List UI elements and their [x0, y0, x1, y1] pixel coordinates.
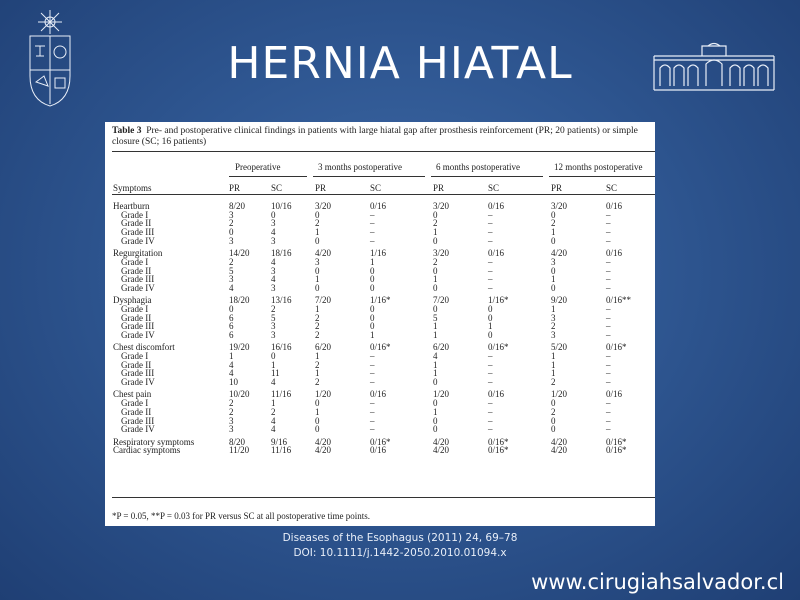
row-label: Heartburn	[113, 201, 150, 211]
table-cell: 4	[229, 282, 234, 293]
table-cell: –	[606, 282, 611, 293]
table-cell: 0	[488, 330, 493, 341]
table-cell: 0	[433, 303, 438, 314]
table-cell: 0	[488, 303, 493, 314]
table-cell: 13/16	[271, 295, 292, 306]
table-cell: 1	[551, 351, 556, 362]
table-cell: 0/16*	[488, 436, 509, 447]
table-cell: 2	[229, 398, 234, 409]
column-subheader: PR	[229, 183, 241, 193]
table-cell: 7/20	[433, 295, 450, 306]
table-cell: 11/16	[271, 389, 292, 400]
table-cell: 1	[370, 330, 375, 341]
table-cell: 4/20	[551, 248, 568, 259]
table-cell: 1	[315, 406, 320, 417]
table-cell: 0	[551, 415, 556, 426]
table-cell: –	[606, 351, 611, 362]
table-cell: 0	[315, 235, 320, 246]
row-label: Grade I	[121, 209, 149, 220]
table-cell: 1	[488, 321, 493, 332]
group-rule	[229, 176, 307, 177]
table-cell: 0/16*	[488, 445, 509, 456]
row-label: Chest pain	[113, 389, 152, 400]
table-cell: –	[488, 415, 493, 426]
table-cell: 0	[370, 282, 375, 293]
table-cell: 1	[370, 256, 375, 267]
table-cell: 3	[551, 330, 556, 341]
table-cell: 4/20	[315, 248, 332, 259]
table-cell: –	[488, 359, 493, 370]
row-label: Grade IV	[121, 330, 155, 341]
row-label: Grade III	[121, 274, 155, 285]
table-cell: 3	[271, 265, 276, 276]
table-cell: 0	[433, 377, 438, 388]
row-label: Grade II	[121, 406, 152, 417]
symptoms-header: Symptoms	[113, 183, 152, 193]
table-cell: –	[370, 398, 375, 409]
row-label: Grade I	[121, 256, 149, 267]
table-cell: 0/16	[488, 389, 505, 400]
table-cell: 4/20	[433, 445, 450, 456]
row-label: Grade III	[121, 227, 155, 238]
table-cell: 2	[551, 218, 556, 229]
table-cell: 3	[271, 282, 276, 293]
table-cell: –	[606, 424, 611, 435]
table-cell: –	[370, 227, 375, 238]
table-cell: –	[488, 368, 493, 379]
table-cell: –	[370, 415, 375, 426]
row-label: Grade I	[121, 351, 149, 362]
table-cell: –	[488, 265, 493, 276]
column-subheader: SC	[488, 183, 500, 193]
table-cell: 1	[551, 303, 556, 314]
row-label: Grade III	[121, 321, 155, 332]
table-cell: 2	[229, 256, 234, 267]
table-cell: 3/20	[315, 201, 332, 211]
table-cell: 1	[433, 406, 438, 417]
table-cell: 1/16*	[370, 295, 391, 306]
table-cell: 4	[271, 377, 276, 388]
slide-title: HERNIA HIATAL	[227, 38, 573, 89]
table-cell: –	[370, 359, 375, 370]
table-cell: 0/16	[370, 389, 387, 400]
table-cell: 0	[488, 312, 493, 323]
table-cell: 2	[433, 218, 438, 229]
table-cell: 1/20	[551, 389, 568, 400]
table-cell: –	[606, 377, 611, 388]
table-panel	[105, 122, 655, 526]
table-cell: 6/20	[315, 342, 332, 353]
table-cell: 1/16	[370, 248, 387, 259]
table-cell: 1/20	[433, 389, 450, 400]
table-cell: –	[606, 303, 611, 314]
row-label: Regurgitation	[113, 248, 163, 259]
table-cell: 0	[551, 282, 556, 293]
table-cell: 9/16	[271, 436, 288, 447]
table-cell: 10	[229, 377, 238, 388]
table-cell: 11	[271, 368, 280, 379]
table-cell: 4	[271, 256, 276, 267]
table-cell: 2	[315, 321, 320, 332]
table-cell: 0	[551, 235, 556, 246]
table-cell: –	[606, 406, 611, 417]
table-cell: 3	[229, 415, 234, 426]
table-cell: 9/20	[551, 295, 568, 306]
table-cell: 3	[271, 330, 276, 341]
table-cell: 0	[551, 209, 556, 220]
table-cell: 0	[271, 351, 276, 362]
table-cell: 4/20	[315, 436, 332, 447]
website-link[interactable]: www.cirugiahsalvador.cl	[531, 570, 784, 594]
table-cell: 1	[315, 351, 320, 362]
table-caption-text: Pre- and postoperative clinical findings in patients with large hiatal gap after prosthesis reinforcement (PR; 20 patients) or simple closure (SC; 16 patients)	[112, 126, 638, 147]
table-cell: 0/16*	[370, 342, 391, 353]
table-cell: 0	[271, 209, 276, 220]
table-cell: 4	[271, 415, 276, 426]
source-line: Diseases of the Esophagus (2011) 24, 69–78	[282, 532, 518, 544]
table-cell: 1/20	[315, 389, 332, 400]
table-cell: 3/20	[551, 201, 568, 211]
table-cell: 4	[271, 227, 276, 238]
table-cell: –	[606, 235, 611, 246]
table-cell: 1	[433, 321, 438, 332]
table-cell: 4/20	[551, 436, 568, 447]
table-cell: 18/20	[229, 295, 250, 306]
table-cell: 0/16**	[606, 295, 632, 306]
table-cell: –	[606, 330, 611, 341]
table-label: Table 3	[112, 126, 142, 136]
table-cell: 2	[315, 359, 320, 370]
row-label: Cardiac symptoms	[113, 445, 181, 456]
column-subheader: SC	[606, 183, 618, 193]
table-cell: –	[370, 235, 375, 246]
row-label: Dysphagia	[113, 295, 152, 306]
header-rule	[112, 194, 655, 195]
row-label: Respiratory symptoms	[113, 436, 195, 447]
table-cell: 0/16*	[606, 436, 627, 447]
table-cell: –	[488, 424, 493, 435]
table-cell: 4	[271, 424, 276, 435]
table-cell: 0	[433, 398, 438, 409]
table-cell: 11/20	[229, 445, 250, 456]
row-label: Grade II	[121, 359, 152, 370]
table-cell: –	[488, 218, 493, 229]
table-cell: 1	[433, 330, 438, 341]
table-cell: 10/16	[271, 201, 292, 211]
group-rule	[549, 176, 655, 177]
source-doi: DOI: 10.1111/j.1442-2050.2010.01094.x	[293, 546, 507, 559]
table-cell: –	[606, 256, 611, 267]
table-cell: 0/16	[370, 201, 387, 211]
row-label: Grade II	[121, 218, 152, 229]
table-cell: 5	[229, 265, 234, 276]
table-cell: 2	[271, 406, 276, 417]
table-cell: 1	[433, 274, 438, 285]
table-cell: 1	[315, 303, 320, 314]
table-cell: 1	[551, 368, 556, 379]
table-cell: 0	[433, 209, 438, 220]
group-header: 3 months postoperative	[318, 162, 402, 172]
table-cell: 6	[229, 312, 234, 323]
table-cell: 1	[551, 359, 556, 370]
table-cell: 1	[551, 227, 556, 238]
table-cell: 0	[315, 265, 320, 276]
row-label: Grade III	[121, 415, 155, 426]
table-cell: 3	[229, 274, 234, 285]
table-caption	[112, 126, 655, 148]
table-cell: 1	[551, 274, 556, 285]
table-cell: 0/16	[606, 248, 623, 259]
table-cell: 0/16	[606, 201, 623, 211]
table-cell: 8/20	[229, 201, 246, 211]
table-cell: –	[606, 415, 611, 426]
table-cell: 0	[433, 235, 438, 246]
table-cell: 3	[229, 235, 234, 246]
table-cell: 2	[551, 406, 556, 417]
group-header: 12 months postoperative	[554, 162, 643, 172]
row-label: Grade IV	[121, 377, 155, 388]
row-label: Grade IV	[121, 282, 155, 293]
table-cell: 1/16*	[488, 295, 509, 306]
top-rule	[112, 151, 655, 152]
row-label: Grade IV	[121, 235, 155, 246]
row-label: Grade II	[121, 312, 152, 323]
table-cell: 3	[271, 218, 276, 229]
table-cell: 7/20	[315, 295, 332, 306]
table-cell: 1	[315, 227, 320, 238]
table-cell: 0	[315, 415, 320, 426]
table-cell: –	[370, 209, 375, 220]
table-cell: 3	[271, 235, 276, 246]
table-cell: 2	[229, 406, 234, 417]
table-cell: –	[488, 406, 493, 417]
table-cell: 3	[229, 209, 234, 220]
table-cell: –	[606, 368, 611, 379]
column-subheader: PR	[551, 183, 563, 193]
row-label: Grade I	[121, 303, 149, 314]
table-cell: –	[488, 274, 493, 285]
table-cell: 4/20	[315, 445, 332, 456]
table-cell: 4	[229, 368, 234, 379]
table-cell: 3/20	[433, 201, 450, 211]
table-cell: 8/20	[229, 436, 246, 447]
table-cell: –	[488, 351, 493, 362]
table-cell: –	[606, 321, 611, 332]
table-cell: 3	[551, 312, 556, 323]
table-cell: 0/16*	[606, 445, 627, 456]
table-cell: 2	[315, 218, 320, 229]
table-cell: 19/20	[229, 342, 250, 353]
table-cell: 0	[370, 265, 375, 276]
hospital-building-icon	[652, 42, 776, 94]
table-cell: –	[606, 209, 611, 220]
table-cell: –	[370, 377, 375, 388]
table-cell: 1	[271, 398, 276, 409]
table-cell: 1	[229, 351, 234, 362]
table-cell: 0/16	[370, 445, 387, 456]
row-label: Chest discomfort	[113, 342, 175, 353]
table-cell: 0	[229, 303, 234, 314]
table-cell: 0	[433, 265, 438, 276]
table-cell: 3	[229, 424, 234, 435]
table-cell: 3	[551, 256, 556, 267]
table-cell: –	[488, 256, 493, 267]
table-cell: –	[488, 235, 493, 246]
row-label: Grade III	[121, 368, 155, 379]
group-header: 6 months postoperative	[436, 162, 520, 172]
table-cell: 0	[370, 303, 375, 314]
table-cell: 0	[370, 312, 375, 323]
table-cell: 11/16	[271, 445, 292, 456]
table-cell: 0	[370, 321, 375, 332]
table-cell: 0/16*	[370, 436, 391, 447]
table-cell: 0	[315, 209, 320, 220]
table-cell: 6	[229, 330, 234, 341]
group-rule	[313, 176, 425, 177]
table-cell: 0/16	[488, 248, 505, 259]
table-cell: –	[370, 218, 375, 229]
table-cell: 6/20	[433, 342, 450, 353]
table-cell: 2	[433, 256, 438, 267]
table-cell: 0	[551, 398, 556, 409]
table-cell: 6	[229, 321, 234, 332]
table-cell: –	[370, 368, 375, 379]
table-cell: 10/20	[229, 389, 250, 400]
table-cell: 0	[551, 424, 556, 435]
table-cell: 0	[315, 282, 320, 293]
table-cell: –	[606, 274, 611, 285]
table-cell: 2	[315, 312, 320, 323]
table-cell: 0/16*	[606, 342, 627, 353]
table-cell: 1	[271, 359, 276, 370]
row-label: Grade II	[121, 265, 152, 276]
table-cell: –	[606, 227, 611, 238]
table-cell: –	[370, 406, 375, 417]
table-cell: 0	[315, 398, 320, 409]
table-cell: 4	[271, 274, 276, 285]
column-subheader: PR	[315, 183, 327, 193]
table-cell: 4/20	[551, 445, 568, 456]
table-cell: 0	[433, 415, 438, 426]
column-subheader: SC	[271, 183, 283, 193]
table-cell: –	[606, 218, 611, 229]
table-cell: 2	[551, 377, 556, 388]
table-cell: 0	[433, 424, 438, 435]
table-cell: –	[488, 227, 493, 238]
table-cell: 3	[271, 321, 276, 332]
table-cell: 4/20	[433, 436, 450, 447]
table-cell: 14/20	[229, 248, 250, 259]
table-cell: 4	[229, 359, 234, 370]
table-cell: 0/16	[488, 201, 505, 211]
table-cell: 0	[433, 282, 438, 293]
table-cell: 4	[433, 351, 438, 362]
table-cell: –	[370, 351, 375, 362]
table-cell: 0	[229, 227, 234, 238]
table-footnote: *P = 0.05, **P = 0.03 for PR versus SC at all postoperative time points.	[112, 511, 370, 521]
source-citation	[0, 531, 800, 560]
bottom-rule	[112, 497, 655, 498]
table-cell: 3	[315, 256, 320, 267]
table-cell: 2	[551, 321, 556, 332]
table-cell: 1	[315, 274, 320, 285]
table-cell: 0	[551, 265, 556, 276]
group-rule	[431, 176, 543, 177]
table-cell: –	[488, 398, 493, 409]
table-cell: 0/16	[606, 389, 623, 400]
column-subheader: SC	[370, 183, 382, 193]
table-cell: –	[488, 377, 493, 388]
table-cell: –	[370, 424, 375, 435]
table-cell: 0/16*	[488, 342, 509, 353]
table-cell: 5	[271, 312, 276, 323]
table-cell: 2	[315, 330, 320, 341]
table-cell: 3/20	[433, 248, 450, 259]
table-cell: 2	[271, 303, 276, 314]
table-cell: 2	[315, 377, 320, 388]
row-label: Grade I	[121, 398, 149, 409]
table-cell: –	[488, 282, 493, 293]
table-cell: 5	[433, 312, 438, 323]
table-cell: 0	[315, 424, 320, 435]
table-cell: –	[606, 265, 611, 276]
table-cell: 1	[433, 227, 438, 238]
table-cell: –	[488, 209, 493, 220]
column-subheader: PR	[433, 183, 445, 193]
table-cell: 5/20	[551, 342, 568, 353]
table-cell: 1	[433, 359, 438, 370]
table-cell: 16/16	[271, 342, 292, 353]
table-cell: 18/16	[271, 248, 292, 259]
table-cell: –	[606, 398, 611, 409]
row-label: Grade IV	[121, 424, 155, 435]
table-cell: 1	[433, 368, 438, 379]
table-cell: –	[606, 312, 611, 323]
table-cell: 0	[370, 274, 375, 285]
group-header: Preoperative	[235, 162, 281, 172]
table-cell: 2	[229, 218, 234, 229]
table-cell: –	[606, 359, 611, 370]
table-cell: 1	[315, 368, 320, 379]
